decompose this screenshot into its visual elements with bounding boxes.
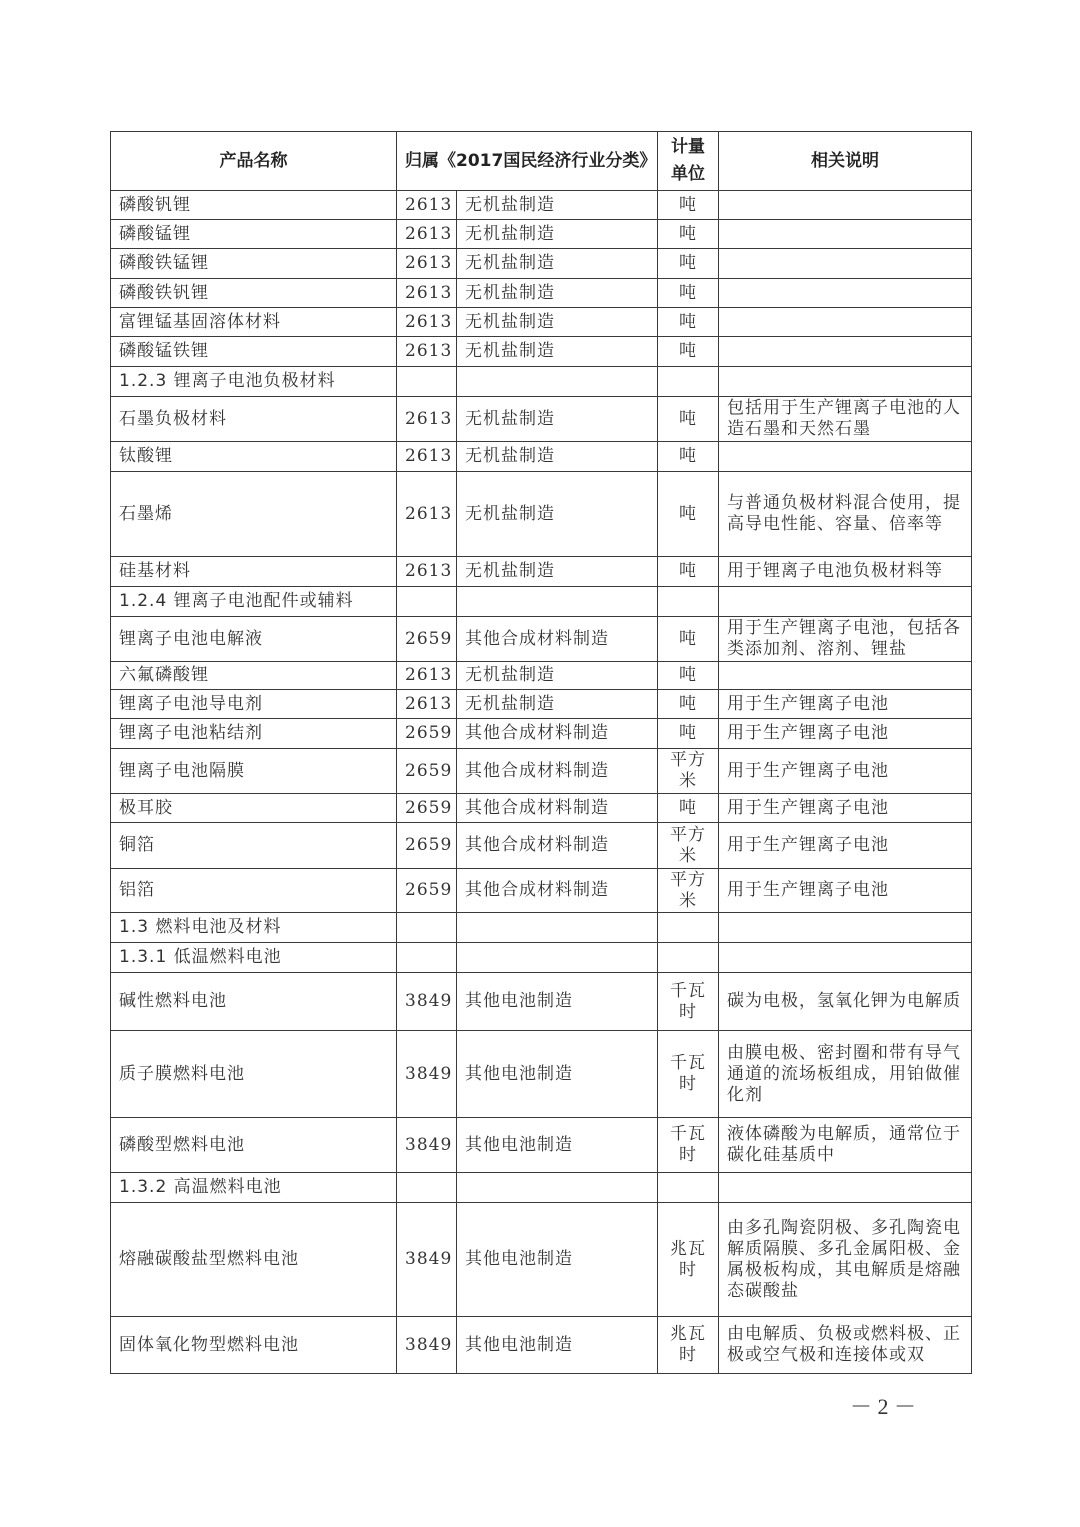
product-name: 锂离子电池导电剂 [111,690,397,719]
unit-cell [658,943,719,973]
table-row [111,662,972,690]
unit-cell: 吨 [658,690,719,719]
section-title: 1.3.1 低温燃料电池 [111,943,397,973]
header-product-name: 产品名称 [111,132,397,191]
industry-name: 无机盐制造 [457,442,658,472]
product-name: 磷酸铁钒锂 [111,279,397,308]
table-row [111,794,972,823]
note-cell: 由电解质、负极或燃料极、正极或空气极和连接体或双 [719,1317,972,1374]
unit-cell: 吨 [658,662,719,690]
unit-cell: 平方 米 [658,869,719,913]
industry-code: 3849 [397,1317,457,1374]
product-name: 锂离子电池粘结剂 [111,719,397,749]
note-cell: 由膜电极、密封圈和带有导气通道的流场板组成，用铂做催化剂 [719,1031,972,1118]
code-cell [397,913,457,943]
note-cell [719,220,972,249]
product-name: 磷酸型燃料电池 [111,1118,397,1173]
unit-cell: 吨 [658,220,719,249]
note-cell [719,662,972,690]
table-row [111,690,972,719]
table-row [111,719,972,749]
table-body [111,191,972,1374]
industry-name: 无机盐制造 [457,472,658,557]
unit-cell: 千瓦 时 [658,1118,719,1173]
note-cell [719,913,972,943]
industry-name: 无机盐制造 [457,249,658,279]
industry-code: 2613 [397,191,457,220]
industry-code: 2659 [397,823,457,869]
header-unit-line2: 单位 [671,164,706,184]
product-name: 硅基材料 [111,557,397,587]
industry-name: 无机盐制造 [457,337,658,367]
unit-cell: 吨 [658,308,719,337]
unit-cell: 吨 [658,442,719,472]
header-unit [658,132,719,191]
code-cell [397,587,457,617]
note-cell: 用于生产锂离子电池 [719,823,972,869]
industry-name: 其他合成材料制造 [457,823,658,869]
note-cell: 用于生产锂离子电池 [719,690,972,719]
section-row [111,943,972,973]
note-cell: 用于生产锂离子电池 [719,749,972,794]
industry-cell [457,913,658,943]
industry-code: 2613 [397,249,457,279]
note-cell [719,367,972,397]
section-row [111,1173,972,1203]
industry-name: 其他合成材料制造 [457,719,658,749]
industry-code: 2613 [397,220,457,249]
table-row [111,279,972,308]
industry-cell [457,367,658,397]
product-name: 铝箔 [111,869,397,913]
industry-code: 2659 [397,749,457,794]
product-name: 质子膜燃料电池 [111,1031,397,1118]
section-title: 1.2.3 锂离子电池负极材料 [111,367,397,397]
industry-code: 2659 [397,617,457,662]
note-cell [719,587,972,617]
table-row [111,973,972,1031]
product-name: 碱性燃料电池 [111,973,397,1031]
product-name: 磷酸锰铁锂 [111,337,397,367]
note-cell [719,943,972,973]
unit-cell: 吨 [658,249,719,279]
product-name: 固体氧化物型燃料电池 [111,1317,397,1374]
header-note: 相关说明 [719,132,972,191]
unit-cell: 兆瓦 时 [658,1317,719,1374]
industry-code: 2613 [397,397,457,442]
unit-cell [658,1173,719,1203]
product-name: 磷酸锰锂 [111,220,397,249]
industry-code: 2613 [397,472,457,557]
industry-name: 无机盐制造 [457,690,658,719]
industry-name: 无机盐制造 [457,662,658,690]
unit-cell: 千瓦 时 [658,973,719,1031]
code-cell [397,943,457,973]
product-name: 磷酸铁锰锂 [111,249,397,279]
industry-code: 3849 [397,1203,457,1317]
industry-cell [457,587,658,617]
industry-code: 2659 [397,794,457,823]
industry-code: 2613 [397,442,457,472]
industry-code: 2613 [397,337,457,367]
unit-cell: 吨 [658,279,719,308]
note-cell [719,308,972,337]
industry-name: 无机盐制造 [457,308,658,337]
page-number: － 2 － [850,1394,917,1419]
industry-code: 2613 [397,279,457,308]
table-row [111,557,972,587]
industry-code: 2613 [397,308,457,337]
industry-name: 其他合成材料制造 [457,869,658,913]
industry-code: 2613 [397,557,457,587]
industry-name: 其他电池制造 [457,1031,658,1118]
table-row [111,823,972,869]
note-cell: 由多孔陶瓷阴极、多孔陶瓷电解质隔膜、多孔金属阳极、金属极板构成，其电解质是熔融态碳酸盐 [719,1203,972,1317]
note-cell: 用于生产锂离子电池 [719,719,972,749]
table-row [111,1203,972,1317]
section-title: 1.2.4 锂离子电池配件或辅料 [111,587,397,617]
note-cell: 与普通负极材料混合使用，提高导电性能、容量、倍率等 [719,472,972,557]
note-cell: 用于生产锂离子电池 [719,794,972,823]
note-cell [719,442,972,472]
note-cell: 包括用于生产锂离子电池的人造石墨和天然石墨 [719,397,972,442]
industry-code: 2613 [397,662,457,690]
unit-cell: 吨 [658,557,719,587]
section-row [111,913,972,943]
product-table [110,131,972,1374]
table-row [111,1118,972,1173]
table-row [111,749,972,794]
unit-cell [658,367,719,397]
industry-name: 无机盐制造 [457,220,658,249]
code-cell [397,1173,457,1203]
note-cell: 液体磷酸为电解质，通常位于碳化硅基质中 [719,1118,972,1173]
code-cell [397,367,457,397]
product-name: 石墨负极材料 [111,397,397,442]
table-row [111,869,972,913]
table-row [111,472,972,557]
section-row [111,587,972,617]
unit-cell: 吨 [658,191,719,220]
note-cell [719,191,972,220]
unit-cell: 平方 米 [658,823,719,869]
industry-name: 无机盐制造 [457,397,658,442]
table-row [111,617,972,662]
header-unit-line1: 计量 [671,137,706,157]
note-cell: 用于锂离子电池负极材料等 [719,557,972,587]
section-row [111,367,972,397]
product-name: 锂离子电池电解液 [111,617,397,662]
section-title: 1.3.2 高温燃料电池 [111,1173,397,1203]
industry-name: 无机盐制造 [457,557,658,587]
industry-name: 其他合成材料制造 [457,617,658,662]
industry-code: 2659 [397,719,457,749]
industry-code: 3849 [397,1031,457,1118]
table-row [111,397,972,442]
industry-cell [457,1173,658,1203]
product-name: 熔融碳酸盐型燃料电池 [111,1203,397,1317]
industry-name: 其他电池制造 [457,1203,658,1317]
unit-cell: 吨 [658,337,719,367]
table-row [111,337,972,367]
table-header-row [111,132,972,191]
product-name: 极耳胶 [111,794,397,823]
table-row [111,308,972,337]
product-name: 锂离子电池隔膜 [111,749,397,794]
industry-name: 其他合成材料制造 [457,749,658,794]
industry-code: 3849 [397,1118,457,1173]
note-cell [719,337,972,367]
unit-cell: 吨 [658,617,719,662]
industry-cell [457,943,658,973]
unit-cell: 兆瓦 时 [658,1203,719,1317]
product-name: 六氟磷酸锂 [111,662,397,690]
table-row [111,220,972,249]
industry-name: 其他合成材料制造 [457,794,658,823]
product-name: 钛酸锂 [111,442,397,472]
note-cell [719,249,972,279]
unit-cell: 吨 [658,397,719,442]
unit-cell [658,913,719,943]
industry-name: 无机盐制造 [457,191,658,220]
note-cell: 用于生产锂离子电池 [719,869,972,913]
note-cell [719,1173,972,1203]
product-name: 富锂锰基固溶体材料 [111,308,397,337]
table-row [111,249,972,279]
unit-cell: 吨 [658,472,719,557]
unit-cell: 千瓦 时 [658,1031,719,1118]
table-row [111,1031,972,1118]
industry-code: 2613 [397,690,457,719]
table-row [111,1317,972,1374]
note-cell: 碳为电极，氢氧化钾为电解质 [719,973,972,1031]
product-name: 铜箔 [111,823,397,869]
industry-code: 2659 [397,869,457,913]
table-row [111,191,972,220]
industry-name: 其他电池制造 [457,1317,658,1374]
industry-name: 无机盐制造 [457,279,658,308]
unit-cell [658,587,719,617]
industry-name: 其他电池制造 [457,1118,658,1173]
product-name: 石墨烯 [111,472,397,557]
note-cell [719,279,972,308]
section-title: 1.3 燃料电池及材料 [111,913,397,943]
industry-code: 3849 [397,973,457,1031]
industry-name: 其他电池制造 [457,973,658,1031]
unit-cell: 吨 [658,794,719,823]
unit-cell: 平方 米 [658,749,719,794]
table-row [111,442,972,472]
note-cell: 用于生产锂离子电池，包括各类添加剂、溶剂、锂盐 [719,617,972,662]
header-classification: 归属《2017国民经济行业分类》 [397,132,658,191]
product-name: 磷酸钒锂 [111,191,397,220]
unit-cell: 吨 [658,719,719,749]
